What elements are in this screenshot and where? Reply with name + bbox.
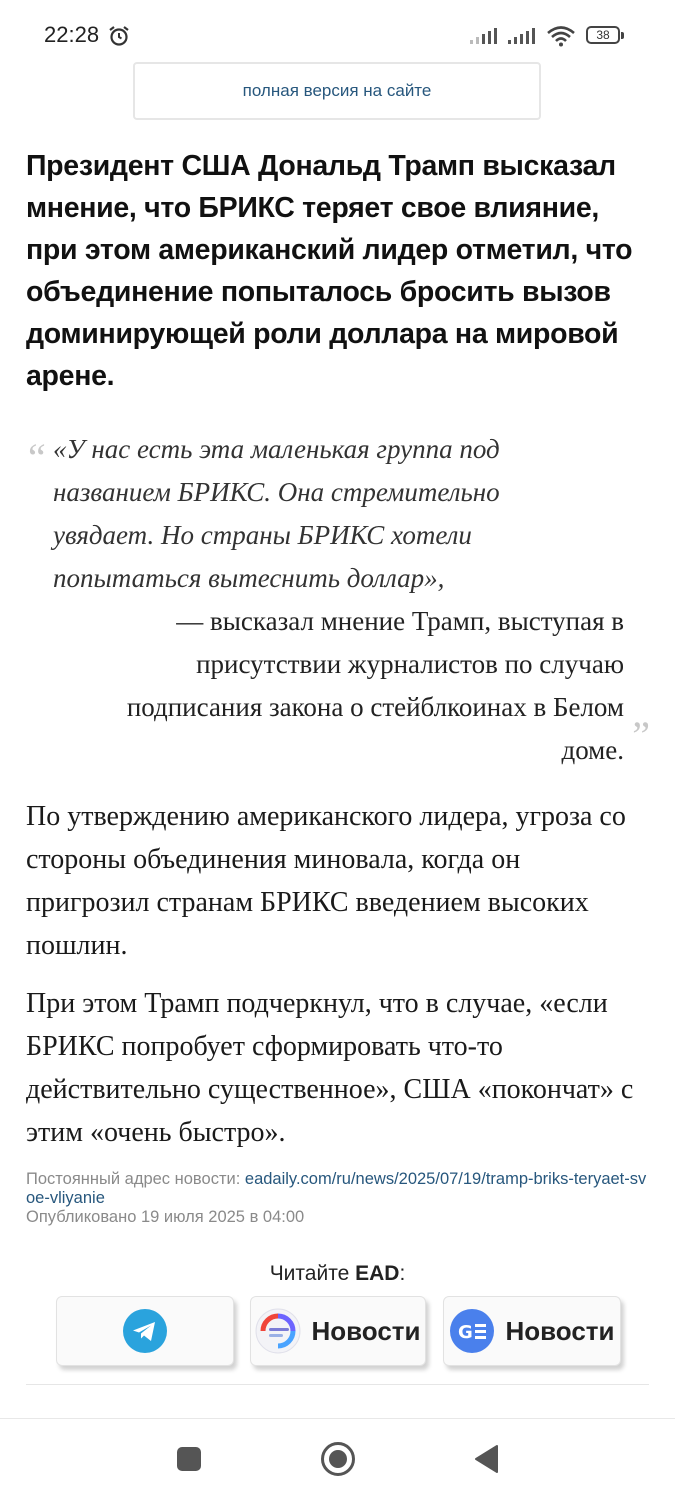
- quote-block: [26, 428, 650, 778]
- article-lead: Президент США Дональд Трамп высказал мнение, что БРИКС теряет свое влияние, при этом американский лидер отметил, что объединение попыталось бросить вызов доминирующей роли доллара на мировой арене.: [26, 150, 633, 392]
- permalink-label: Постоянный адрес новости:: [26, 1170, 245, 1188]
- battery-icon: 38: [586, 26, 620, 44]
- published-date: Опубликовано 19 июля 2025 в 04:00: [26, 1208, 305, 1226]
- brand-name: EAD: [355, 1262, 400, 1285]
- alarm-icon: [108, 25, 130, 47]
- google-news-button[interactable]: [443, 1296, 621, 1366]
- signal-icon: [470, 28, 502, 44]
- quote-attribution: — высказал мнение Трамп, выступая в присутствии журналистов по случаю подписания закона о стейблкоинах в Белом доме.: [126, 606, 624, 765]
- yandex-news-button[interactable]: [250, 1296, 426, 1366]
- close-quote-icon: ”: [632, 713, 650, 758]
- wifi-icon: [546, 25, 576, 47]
- open-quote-icon: “: [28, 435, 46, 480]
- article-paragraph: По утверждению американского лидера, угроза со стороны объединения миновала, когда он пригрозил странам БРИКС введением высоких пошлин.: [26, 801, 626, 961]
- article-meta: [26, 1170, 651, 1227]
- telegram-button[interactable]: [56, 1296, 234, 1366]
- divider: [26, 1384, 649, 1385]
- permalink-link[interactable]: eadaily.com/ru/news/2025/07/19/tramp-briks-teryaet-svoe-vliyanie: [26, 1170, 647, 1207]
- full-version-link[interactable]: полная версия на сайте: [133, 62, 541, 120]
- svg-text:G: G: [458, 1322, 474, 1343]
- system-nav-bar: [0, 1418, 675, 1501]
- article-paragraph: При этом Трамп подчеркнул, что в случае, «если БРИКС попробует сформировать что-то действительно существенное», США «покончат» с этим «очень быстро».: [26, 988, 634, 1148]
- read-us-label: Читайте EAD:: [269, 1262, 406, 1285]
- recents-square-icon[interactable]: [177, 1447, 201, 1471]
- yandex-news-label: Новости: [311, 1315, 421, 1346]
- google-news-icon: [449, 1308, 495, 1354]
- home-circle-icon[interactable]: [320, 1441, 356, 1477]
- google-news-label: Новости: [505, 1315, 615, 1346]
- telegram-icon: [122, 1308, 168, 1354]
- yandex-news-icon: [255, 1308, 301, 1354]
- quote-text: «У нас есть эта маленькая группа под названием БРИКС. Она стремительно увядает. Но страны БРИКС хотели попытаться вытеснить доллар»,: [53, 434, 500, 593]
- back-triangle-icon[interactable]: [473, 1444, 499, 1474]
- signal-icon: [508, 28, 540, 44]
- status-bar: [0, 0, 675, 70]
- status-time: 22:28: [44, 22, 100, 47]
